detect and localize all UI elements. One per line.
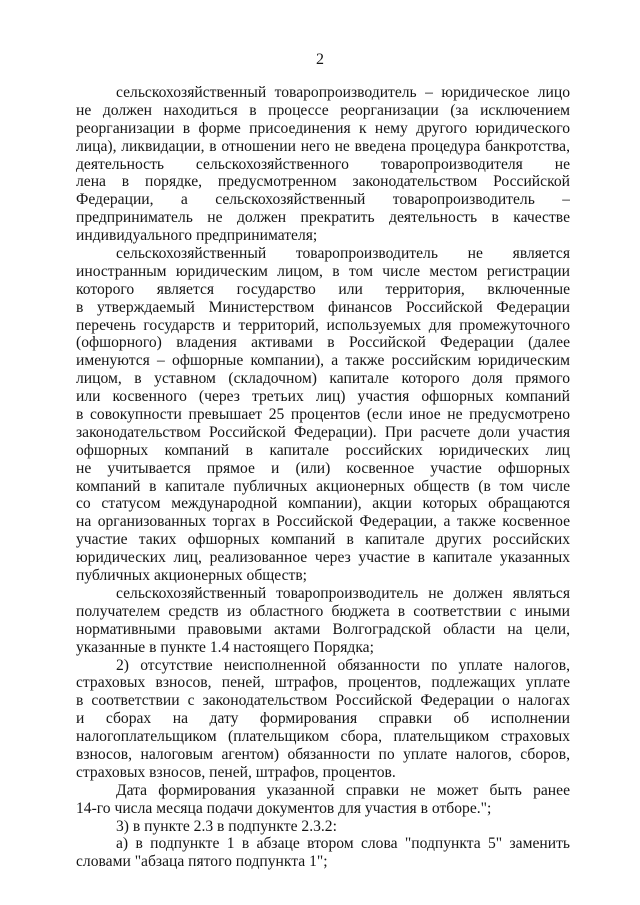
text-line: Дата формирования указанной справки не может быть ранее bbox=[116, 781, 570, 799]
text-line: сельскохозяйственный товаропроизводитель не должен являться bbox=[116, 584, 570, 602]
text-line: в совокупности превышает 25 процентов (если иное не предусмотрено bbox=[76, 406, 570, 424]
text-line: Федерации, а сельскохозяйственный товаропроизводитель – bbox=[76, 191, 570, 209]
text-line: сельскохозяйственный товаропроизводитель – юридическое лицо bbox=[116, 84, 570, 101]
text-line: иностранным юридическим лицом, в том числе местом регистрации bbox=[76, 262, 570, 280]
document-body bbox=[76, 84, 570, 871]
text-line: перечень государств и территорий, используемых для промежуточного bbox=[76, 316, 570, 334]
text-line: публичных акционерных обществ; bbox=[76, 567, 308, 585]
text-line: лена в порядке, предусмотренном законодательством Российской bbox=[76, 173, 570, 191]
text-line: в соответствии с законодательством Российской Федерации о налогах bbox=[76, 692, 570, 710]
text-line: на организованных торгах в Российской Федерации, а также косвенное bbox=[76, 513, 570, 531]
text-line: сельскохозяйственный товаропроизводитель не является bbox=[116, 245, 570, 263]
text-line: указанные в пункте 1.4 настоящего Порядка; bbox=[76, 638, 374, 656]
text-line: 2) отсутствие неисполненной обязанности по уплате налогов, bbox=[116, 656, 570, 674]
text-line: лицом, в уставном (складочном) капитале которого доля прямого bbox=[76, 370, 570, 388]
text-line: а) в подпункте 1 в абзаце втором слова "подпункта 5" заменить bbox=[116, 835, 570, 853]
text-line: взносов, налоговым агентом) обязанности по уплате налогов, сборов, bbox=[76, 745, 570, 763]
text-line: не должен находиться в процессе реорганизации (за исключением bbox=[76, 101, 570, 119]
text-line: страховых взносов, пеней, штрафов, процентов, подлежащих уплате bbox=[76, 674, 570, 692]
text-line: или косвенного (через третьих лиц) участия офшорных компаний bbox=[76, 388, 570, 406]
text-line: (офшорного) владения активами в Российской Федерации (далее bbox=[76, 334, 570, 352]
text-line: налогоплательщиком (плательщиком сбора, плательщиком страховых bbox=[76, 728, 570, 746]
text-line: 14-го числа месяца подачи документов для участия в отборе."; bbox=[76, 799, 492, 817]
text-line: и сборах на дату формирования справки об исполнении bbox=[76, 710, 570, 728]
text-line: юридических лиц, реализованное через участие в капитале указанных bbox=[76, 549, 570, 567]
text-line: которого является государство или территория, включенные bbox=[76, 280, 570, 298]
text-line: лица), ликвидации, в отношении него не введена процедура банкротства, bbox=[76, 137, 570, 155]
text-line: реорганизации в форме присоединения к нему другого юридического bbox=[76, 119, 570, 137]
page-number: 2 bbox=[316, 51, 324, 68]
text-line: не учитывается прямое и (или) косвенное участие офшорных bbox=[76, 459, 570, 477]
text-line: 3) в пункте 2.3 в подпункте 2.3.2: bbox=[116, 817, 337, 835]
text-line: деятельность сельскохозяйственного товаропроизводителя не bbox=[76, 155, 570, 173]
text-line: участие таких офшорных компаний в капитале других российских bbox=[76, 531, 570, 549]
text-line: словами "абзаца пятого подпункта 1"; bbox=[76, 853, 328, 871]
text-line: нормативными правовыми актами Волгоградской области на цели, bbox=[76, 620, 570, 638]
text-line: предприниматель не должен прекратить деятельность в качестве bbox=[76, 209, 570, 227]
text-line: компаний в капитале публичных акционерных обществ (в том числе bbox=[76, 477, 570, 495]
text-line: со статусом международной компании), акции которых обращаются bbox=[76, 495, 570, 513]
text-line: в утверждаемый Министерством финансов Российской Федерации bbox=[76, 298, 570, 316]
text-line: офшорных компаний в капитале российских юридических лиц bbox=[76, 441, 570, 459]
text-line: страховых взносов, пеней, штрафов, процентов. bbox=[76, 763, 396, 781]
text-line: индивидуального предпринимателя; bbox=[76, 227, 318, 245]
text-line: именуются – офшорные компании), а также российским юридическим bbox=[76, 352, 570, 370]
text-line: законодательством Российской Федерации). При расчете доли участия bbox=[76, 423, 570, 441]
text-line: получателем средств из областного бюджета в соответствии с иными bbox=[76, 602, 570, 620]
